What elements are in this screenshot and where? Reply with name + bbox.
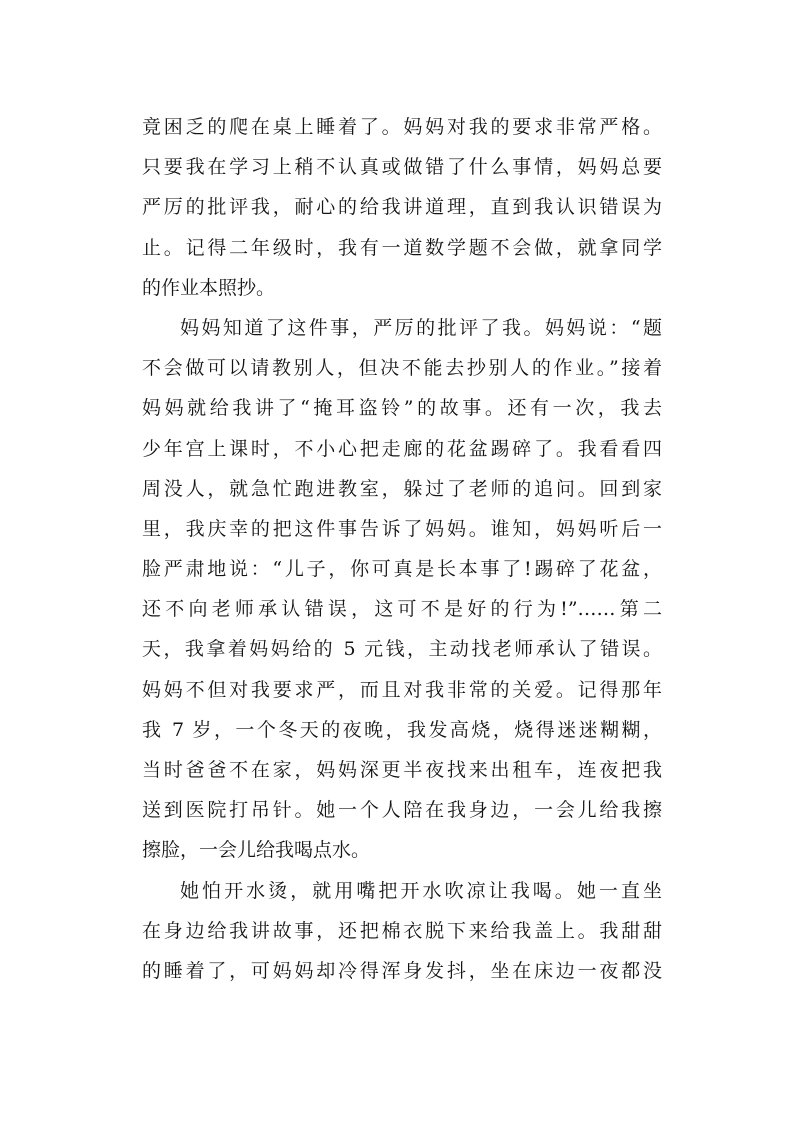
text-line: 竟困乏的爬在桌上睡着了。妈妈对我的要求非常严格。 — [142, 116, 662, 138]
text-line: 天，我拿着妈妈给的 5 元钱，主动找老师承认了错误。 — [142, 638, 662, 661]
text-line: 严厉的批评我，耐心的给我讲道理，直到我认识错误为 — [142, 196, 662, 219]
text-line: 还不向老师承认错误，这可不是好的行为!”……第二 — [142, 598, 662, 621]
text-line: 妈妈知道了这件事，严厉的批评了我。妈妈说：“题 — [180, 316, 662, 339]
text-line: 脸严肃地说：“儿子，你可真是长本事了!踢碎了花盆， — [142, 558, 662, 581]
text-line: 妈妈不但对我要求严，而且对我非常的关爱。记得那年 — [142, 678, 662, 701]
text-line: 妈妈就给我讲了“掩耳盗铃”的故事。还有一次，我去 — [142, 397, 662, 420]
text-line: 的作业本照抄。 — [142, 276, 276, 299]
text-line: 在身边给我讲故事，还把棉衣脱下来给我盖上。我甜甜 — [142, 919, 662, 942]
text-line: 擦脸，一会儿给我喝点水。 — [142, 839, 371, 862]
text-line: 当时爸爸不在家，妈妈深更半夜找来出租车，连夜把我 — [142, 759, 662, 781]
text-line: 送到医院打吊针。她一个人陪在我身边，一会儿给我擦 — [142, 799, 662, 822]
text-line: 周没人，就急忙跑进教室，躲过了老师的追问。回到家 — [142, 477, 662, 500]
text-line: 我 7 岁，一个冬天的夜晚，我发高烧，烧得迷迷糊糊， — [142, 718, 662, 741]
text-line: 止。记得二年级时，我有一道数学题不会做，就拿同学 — [142, 236, 662, 259]
text-line: 她怕开水烫，就用嘴把开水吹凉让我喝。她一直坐 — [180, 879, 662, 902]
text-line: 里，我庆幸的把这件事告诉了妈妈。谁知，妈妈听后一 — [142, 517, 662, 540]
text-line: 不会做可以请教别人，但决不能去抄别人的作业。”接着 — [142, 357, 662, 380]
body-text — [142, 107, 662, 991]
text-line: 的睡着了，可妈妈却冷得浑身发抖，坐在床边一夜都没 — [142, 959, 662, 982]
text-line: 只要我在学习上稍不认真或做错了什么事情，妈妈总要 — [142, 156, 662, 179]
text-line: 少年宫上课时，不小心把走廊的花盆踢碎了。我看看四 — [142, 437, 662, 460]
